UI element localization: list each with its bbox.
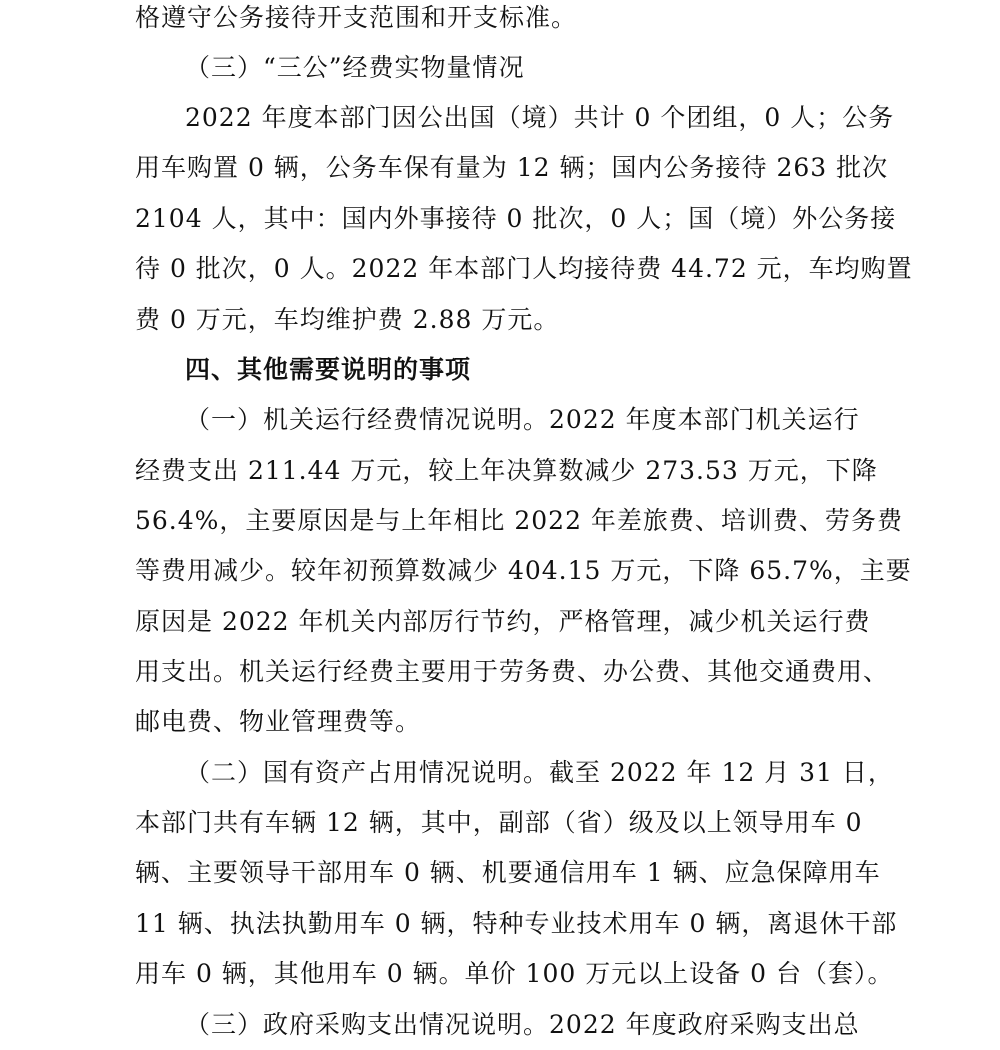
text-line: （二）国有资产占用情况说明。截至 2022 年 12 月 31 日， — [185, 758, 894, 787]
text-line: 11 辆、执法执勤用车 0 辆，特种专业技术用车 0 辆，离退休干部 — [135, 909, 898, 938]
text-line: 邮电费、物业管理费等。 — [135, 707, 422, 736]
section-heading: 四、其他需要说明的事项 — [185, 355, 472, 384]
text-line: 经费支出 211.44 万元，较上年决算数减少 273.53 万元，下降 — [135, 456, 878, 485]
text-line: 等费用减少。较年初预算数减少 404.15 万元，下降 65.7%，主要 — [135, 556, 912, 585]
text-line: 原因是 2022 年机关内部厉行节约，严格管理，减少机关运行费 — [135, 607, 871, 636]
text-line: 格遵守公务接待开支范围和开支标准。 — [135, 3, 578, 32]
section-subheading: （三）“三公”经费实物量情况 — [185, 53, 525, 82]
text-line: （一）机关运行经费情况说明。2022 年度本部门机关运行 — [185, 405, 860, 434]
text-line: 用车 0 辆，其他用车 0 辆。单价 100 万元以上设备 0 台（套）。 — [135, 959, 894, 988]
text-line: 2022 年度本部门因公出国（境）共计 0 个团组，0 人；公务 — [185, 103, 895, 132]
text-line: （三）政府采购支出情况说明。2022 年度政府采购支出总 — [185, 1010, 860, 1039]
text-line: 用车购置 0 辆，公务车保有量为 12 辆；国内公务接待 263 批次 — [135, 153, 889, 182]
text-line: 2104 人，其中：国内外事接待 0 批次，0 人；国（境）外公务接 — [135, 204, 897, 233]
text-line: 56.4%，主要原因是与上年相比 2022 年差旅费、培训费、劳务费 — [135, 506, 903, 535]
text-line: 费 0 万元，车均维护费 2.88 万元。 — [135, 305, 560, 334]
text-line: 辆、主要领导干部用车 0 辆、机要通信用车 1 辆、应急保障用车 — [135, 858, 881, 887]
text-line: 本部门共有车辆 12 辆，其中，副部（省）级及以上领导用车 0 — [135, 808, 863, 837]
text-line: 用支出。机关运行经费主要用于劳务费、办公费、其他交通费用、 — [135, 657, 890, 686]
text-line: 待 0 批次，0 人。2022 年本部门人均接待费 44.72 元，车均购置 — [135, 254, 913, 283]
